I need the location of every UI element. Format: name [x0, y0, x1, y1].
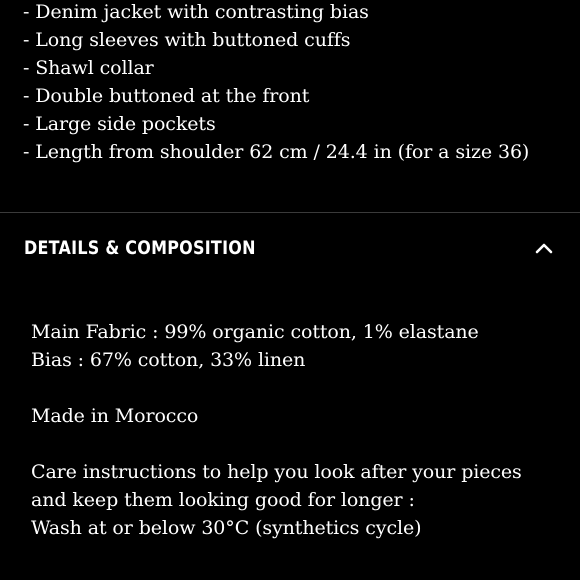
details-composition-content	[31, 318, 561, 542]
product-features-list	[23, 0, 563, 166]
accordion-title: DETAILS & COMPOSITION	[24, 237, 256, 259]
feature-item: - Double buttoned at the front	[23, 85, 310, 107]
care-instructions-line: and keep them looking good for longer :	[31, 489, 415, 511]
feature-item: - Large side pockets	[23, 113, 216, 135]
wash-instructions-text: Wash at or below 30°C (synthetics cycle)	[31, 517, 422, 539]
feature-item: - Shawl collar	[23, 57, 154, 79]
spacer	[31, 374, 561, 402]
feature-item: - Length from shoulder 62 cm / 24.4 in (for a size 36)	[23, 141, 530, 163]
spacer	[31, 430, 561, 458]
feature-item: - Long sleeves with buttoned cuffs	[23, 29, 351, 51]
bias-text: Bias : 67% cotton, 33% linen	[31, 349, 306, 371]
main-fabric-text: Main Fabric : 99% organic cotton, 1% elastane	[31, 321, 479, 343]
feature-item: - Denim jacket with contrasting bias	[23, 1, 369, 23]
details-composition-accordion-toggle[interactable]	[0, 213, 580, 289]
origin-text: Made in Morocco	[31, 405, 199, 427]
care-instructions-line: Care instructions to help you look after your pieces	[31, 461, 522, 483]
chevron-up-icon[interactable]	[535, 241, 553, 255]
